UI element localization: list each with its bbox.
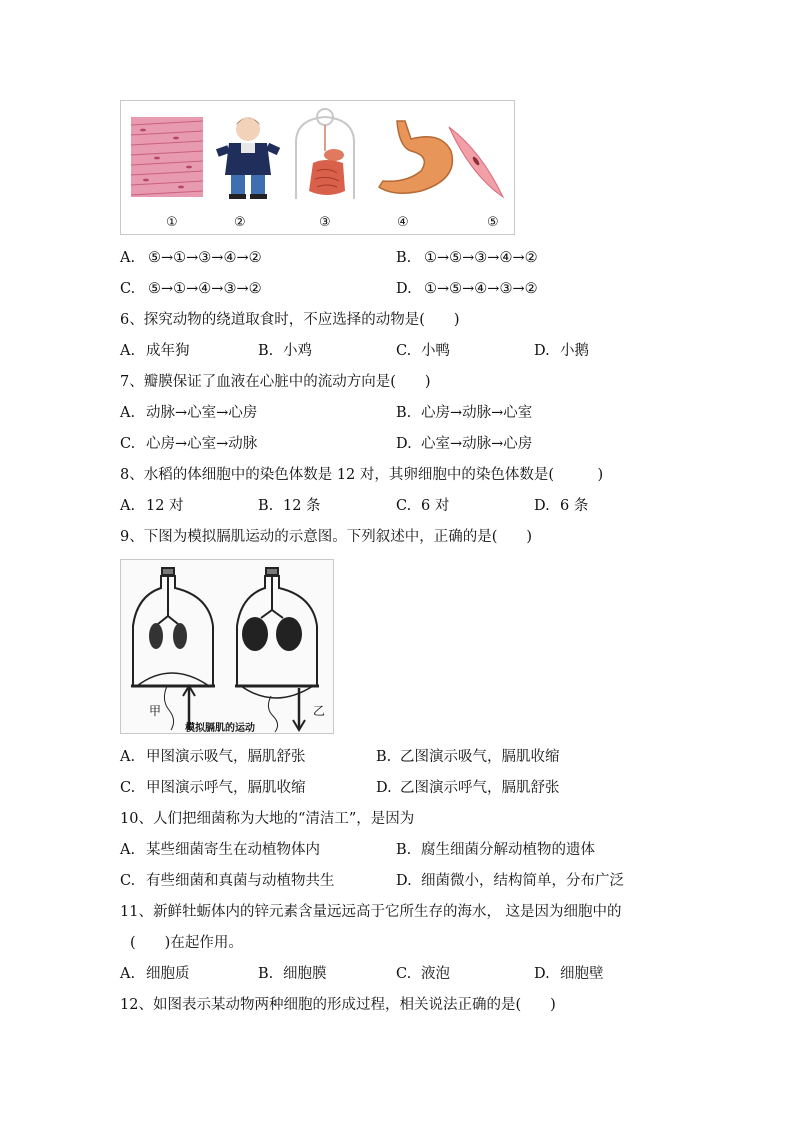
question-11-stem: 11、新鲜牡蛎体内的锌元素含量远远高于它所生存的海水， 这是因为细胞中的 [120, 904, 622, 920]
q11-option-b-letter: B. [258, 966, 274, 982]
muscle-tissue-image [131, 117, 203, 197]
question-12-stem: 12、如图表示某动物两种细胞的形成过程，相关说法正确的是( ) [120, 997, 556, 1013]
q10-option-c-text: 有些细菌和真菌与动植物共生 [146, 873, 335, 889]
q11-option-d-text: 细胞壁 [560, 966, 604, 982]
structural-levels-images [121, 101, 514, 234]
q6-option-d-text: 小鹅 [560, 343, 589, 359]
q9-option-c-text: 甲图演示呼气，膈肌收缩 [146, 780, 306, 796]
left-bell-jar [131, 568, 215, 730]
q6-option-d-letter: D. [534, 343, 550, 359]
option-d-letter: D. [396, 281, 412, 297]
q10-option-b-text: 腐生细菌分解动植物的遗体 [421, 842, 595, 858]
child-image [216, 117, 280, 199]
q9-option-d-text: 乙图演示呼气，膈肌舒张 [400, 780, 560, 796]
q8-option-c-text: 6 对 [421, 498, 450, 514]
q9-option-d-letter: D. [376, 780, 392, 796]
q9-option-b-letter: B. [376, 749, 392, 765]
q11-option-d-letter: D. [534, 966, 550, 982]
question-7-stem: 7、瓣膜保证了血液在心脏中的流动方向是( ) [120, 374, 431, 390]
q8-option-a-text: 12 对 [146, 498, 184, 514]
figure-label-yi: 乙 [313, 704, 326, 718]
question-8-stem: 8、水稻的体细胞中的染色体数是 12 对，其卵细胞中的染色体数是( ) [120, 467, 604, 483]
q11-option-a-letter: A. [120, 966, 136, 982]
option-b-text: ①→⑤→③→④→② [424, 250, 538, 266]
figure-label-4: ④ [397, 215, 409, 230]
option-b-letter: B. [396, 250, 412, 266]
q7-option-a-letter: A. [120, 405, 136, 421]
figure-label-jia: 甲 [149, 704, 162, 718]
q7-option-d-letter: D. [396, 436, 412, 452]
structural-levels-figure [120, 100, 515, 235]
diaphragm-model-figure [120, 559, 334, 734]
q6-option-c-text: 小鸭 [421, 343, 450, 359]
q10-option-b-letter: B. [396, 842, 412, 858]
q8-option-c-letter: C. [396, 498, 412, 514]
q9-option-b-text: 乙图演示吸气，膈肌收缩 [400, 749, 560, 765]
stomach-image [379, 121, 452, 193]
figure-label-5: ⑤ [487, 215, 499, 230]
q9-option-c-letter: C. [120, 780, 136, 796]
option-a-text: ⑤→①→③→④→② [148, 250, 262, 266]
q7-option-b-text: 心房→动脉→心室 [421, 405, 533, 421]
q7-option-b-letter: B. [396, 405, 412, 421]
figure-label-2: ② [234, 215, 246, 230]
question-10-stem: 10、人们把细菌称为大地的“清洁工”，是因为 [120, 811, 415, 827]
left-lungs [149, 623, 187, 649]
q11-option-b-text: 细胞膜 [283, 966, 327, 982]
q6-option-b-letter: B. [258, 343, 274, 359]
q6-option-c-letter: C. [396, 343, 412, 359]
q6-option-a-text: 成年狗 [146, 343, 190, 359]
figure-label-1: ① [166, 215, 178, 230]
right-lungs [242, 617, 302, 651]
q7-option-d-text: 心室→动脉→心房 [421, 436, 533, 452]
q10-option-a-text: 某些细菌寄生在动植物体内 [146, 842, 320, 858]
q8-option-d-text: 6 条 [560, 498, 589, 514]
muscle-cell-image [449, 127, 503, 197]
q11-option-c-text: 液泡 [421, 966, 450, 982]
question-11-stem-continued: ( )在起作用。 [130, 935, 243, 951]
option-d-text: ①→⑤→④→③→② [424, 281, 538, 297]
q8-option-a-letter: A. [120, 498, 136, 514]
figure-label-3: ③ [319, 215, 331, 230]
digestive-system-image [296, 109, 354, 199]
q9-option-a-text: 甲图演示吸气，膈肌舒张 [146, 749, 306, 765]
q8-option-b-text: 12 条 [283, 498, 321, 514]
figure-caption: 模拟膈肌的运动 [185, 723, 255, 734]
q8-option-d-letter: D. [534, 498, 550, 514]
option-c-text: ⑤→①→④→③→② [148, 281, 262, 297]
q10-option-c-letter: C. [120, 873, 136, 889]
right-bell-jar [235, 568, 319, 732]
q10-option-d-text: 细菌微小，结构简单，分布广泛 [421, 873, 624, 889]
q8-option-b-letter: B. [258, 498, 274, 514]
q6-option-b-text: 小鸡 [283, 343, 312, 359]
option-c-letter: C. [120, 281, 136, 297]
question-6-stem: 6、探究动物的绕道取食时，不应选择的动物是( ) [120, 312, 460, 328]
option-a-letter: A. [120, 250, 136, 266]
q11-option-a-text: 细胞质 [146, 966, 190, 982]
q7-option-c-letter: C. [120, 436, 136, 452]
q10-option-d-letter: D. [396, 873, 412, 889]
q10-option-a-letter: A. [120, 842, 136, 858]
q9-option-a-letter: A. [120, 749, 136, 765]
q7-option-a-text: 动脉→心室→心房 [146, 405, 258, 421]
q11-option-c-letter: C. [396, 966, 412, 982]
q6-option-a-letter: A. [120, 343, 136, 359]
q7-option-c-text: 心房→心室→动脉 [146, 436, 258, 452]
question-9-stem: 9、下图为模拟膈肌运动的示意图。下列叙述中，正确的是( ) [120, 529, 533, 545]
